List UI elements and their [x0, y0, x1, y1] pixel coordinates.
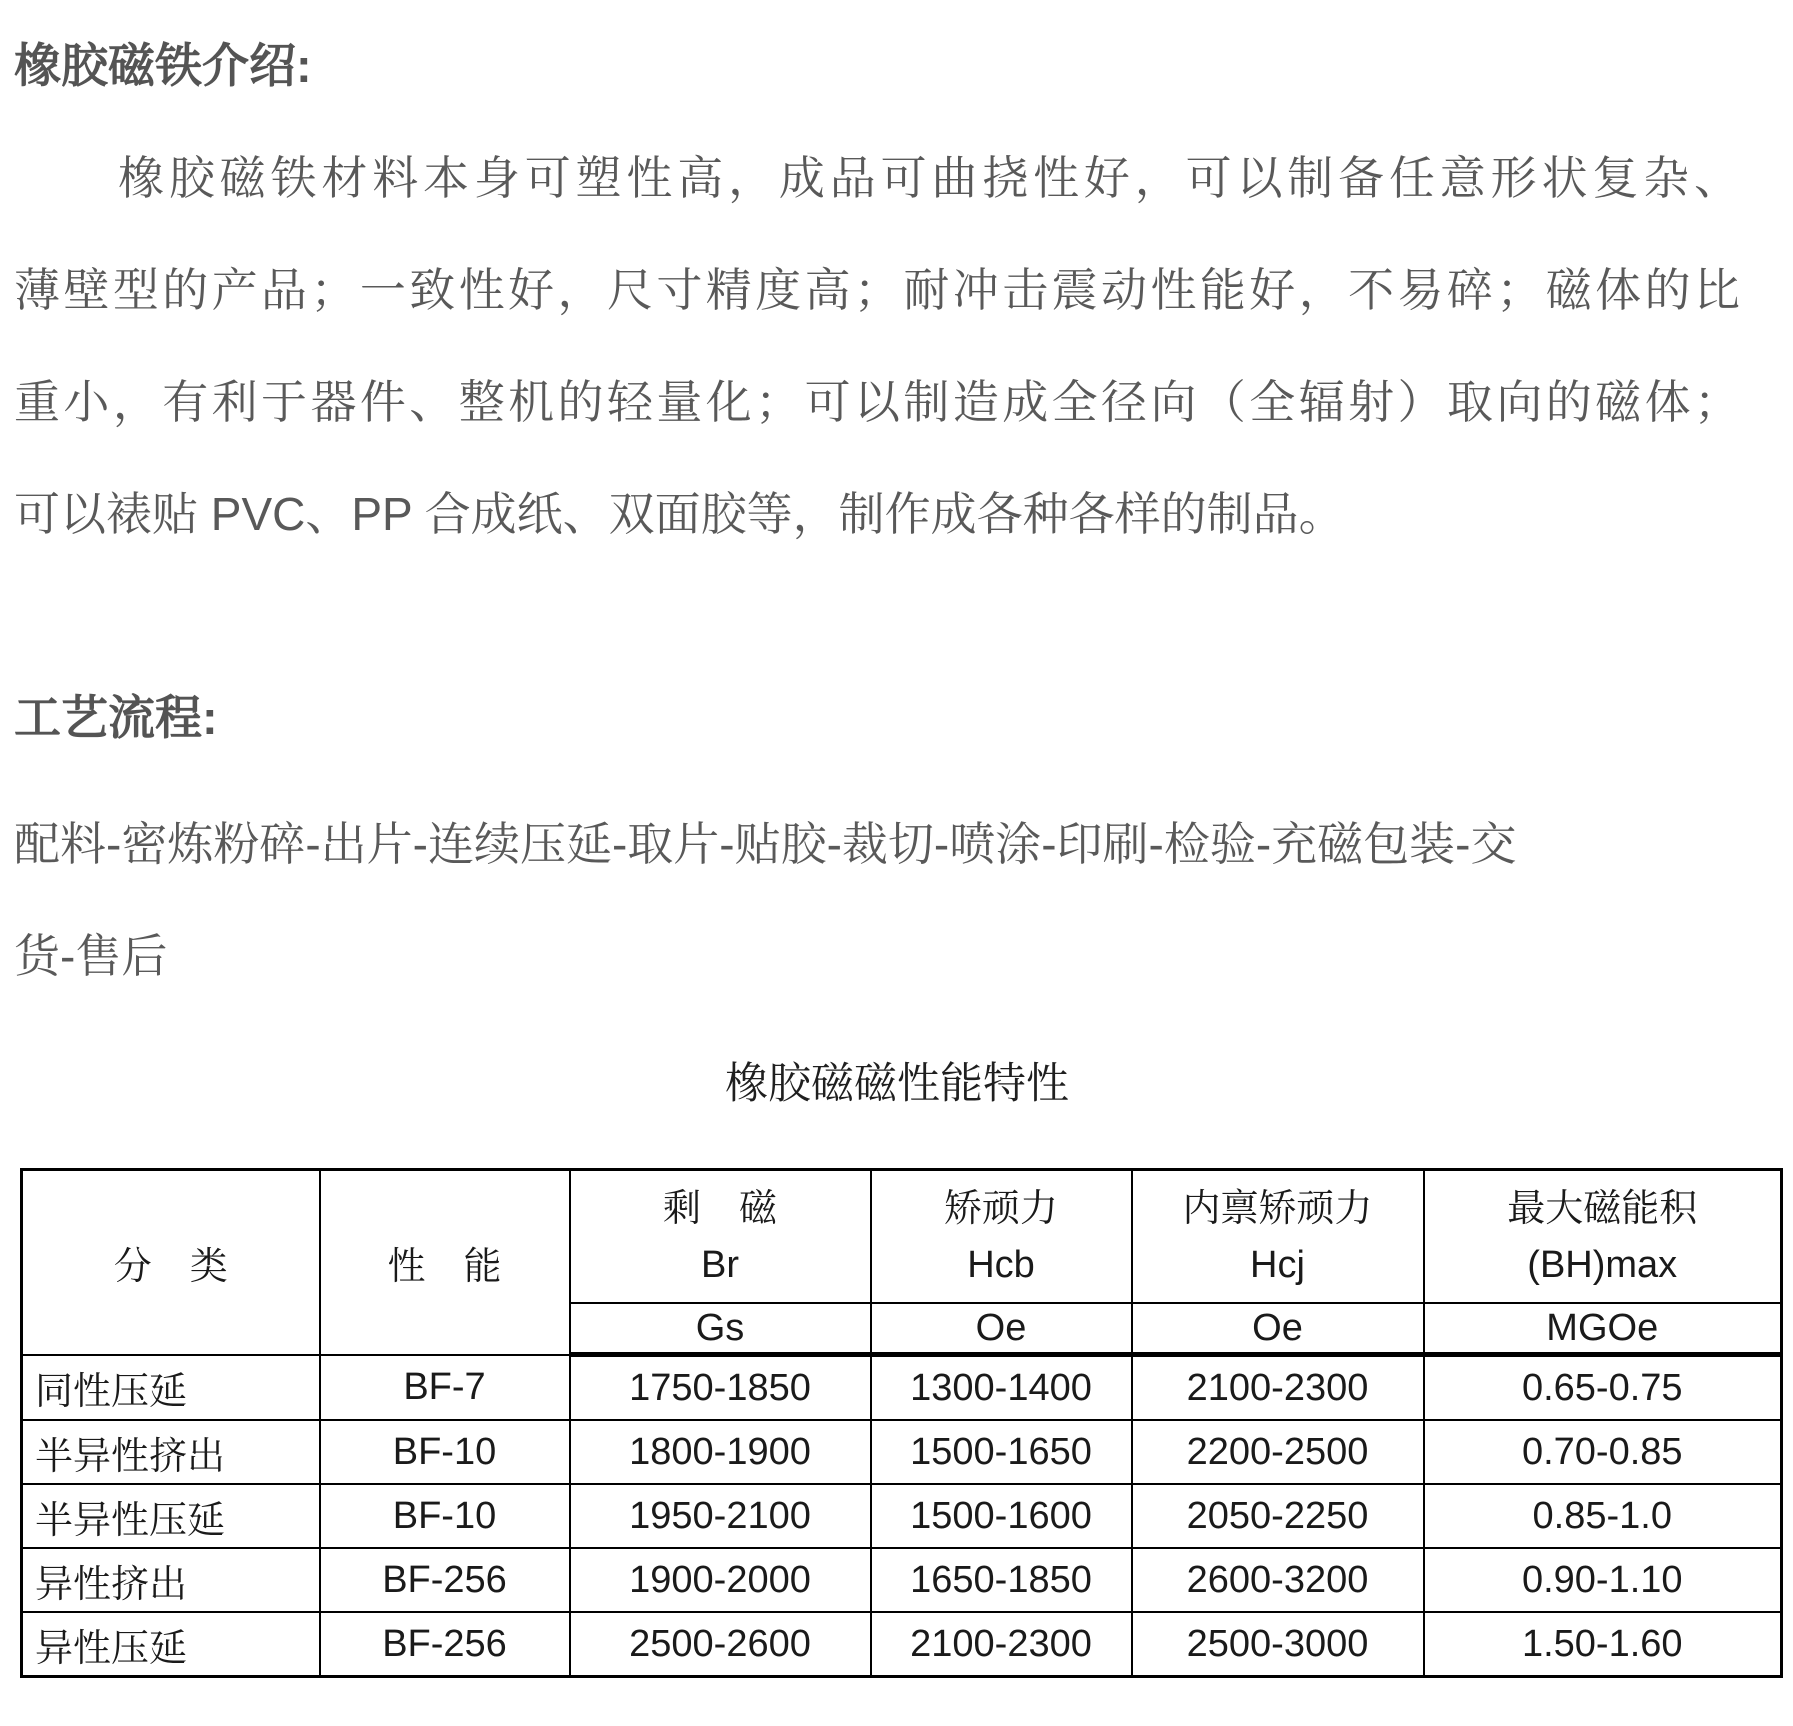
- intro-line: 薄壁型的产品；一致性好，尺寸精度高；耐冲击震动性能好，不易碎；磁体的比: [14, 264, 1740, 316]
- intro-paragraph: [14, 122, 1740, 570]
- table-cell: 1500-1600: [871, 1484, 1132, 1548]
- table-row: [22, 1355, 1782, 1421]
- table-row: [22, 1484, 1782, 1548]
- header-hcb-name: 矫顽力: [943, 1187, 1058, 1230]
- header-bhmax-symbol: (BH)max: [1527, 1243, 1678, 1286]
- table-cell: 1950-2100: [570, 1484, 871, 1548]
- process-heading: 工艺流程:: [14, 691, 218, 744]
- table-cell: 1750-1850: [570, 1355, 871, 1421]
- intro-line: 重小，有利于器件、整机的轻量化；可以制造成全径向（全辐射）取向的磁体；: [14, 376, 1740, 428]
- table-cell: BF-7: [320, 1355, 570, 1421]
- table-cell: 2100-2300: [1132, 1355, 1424, 1421]
- table-cell: 同性压延: [22, 1355, 320, 1421]
- table-cell: 异性压延: [22, 1612, 320, 1677]
- table-cell: BF-256: [320, 1612, 570, 1677]
- intro-heading: 橡胶磁铁介绍:: [14, 39, 312, 92]
- unit-br: Gs: [570, 1303, 871, 1355]
- unit-hcb: Oe: [871, 1303, 1132, 1355]
- process-line: 货-售后: [14, 930, 168, 982]
- table-cell: 1.50-1.60: [1424, 1612, 1782, 1677]
- table-cell: 0.70-0.85: [1424, 1420, 1782, 1484]
- table-row: [22, 1612, 1782, 1677]
- table-cell: 1900-2000: [570, 1548, 871, 1612]
- process-line: 配料-密炼粉碎-出片-连续压延-取片-贴胶-裁切-喷涂-印刷-检验-充磁包装-交: [14, 818, 1517, 870]
- table-cell: 0.65-0.75: [1424, 1355, 1782, 1421]
- intro-line: 可以裱贴 PVC、PP 合成纸、双面胶等，制作成各种各样的制品。: [14, 488, 1345, 540]
- header-hcj: [1132, 1170, 1424, 1304]
- header-hcb: [871, 1170, 1132, 1304]
- table-cell: 2500-2600: [570, 1612, 871, 1677]
- header-br: [570, 1170, 871, 1304]
- performance-table: [20, 1168, 1783, 1678]
- table-cell: 2500-3000: [1132, 1612, 1424, 1677]
- table-row: [22, 1548, 1782, 1612]
- header-hcj-symbol: Hcj: [1250, 1243, 1305, 1286]
- header-performance: 性 能: [320, 1170, 570, 1355]
- table-cell: 1650-1850: [871, 1548, 1132, 1612]
- table-header-row-names: [22, 1170, 1782, 1304]
- process-paragraph: [14, 788, 1740, 1012]
- table-cell: BF-10: [320, 1420, 570, 1484]
- table-cell: 0.85-1.0: [1424, 1484, 1782, 1548]
- header-br-name: 剩 磁: [662, 1187, 777, 1230]
- intro-line: 橡胶磁铁材料本身可塑性高，成品可曲挠性好，可以制备任意形状复杂、: [118, 152, 1740, 204]
- table-cell: 1500-1650: [871, 1420, 1132, 1484]
- table-cell: BF-256: [320, 1548, 570, 1612]
- header-hcb-symbol: Hcb: [967, 1243, 1035, 1286]
- table-cell: 半异性挤出: [22, 1420, 320, 1484]
- document-page: [0, 36, 1793, 1678]
- header-br-symbol: Br: [701, 1243, 739, 1286]
- header-hcj-name: 内禀矫顽力: [1182, 1187, 1373, 1230]
- table-cell: 2050-2250: [1132, 1484, 1424, 1548]
- table-cell: 1300-1400: [871, 1355, 1132, 1421]
- table-cell: BF-10: [320, 1484, 570, 1548]
- table-cell: 0.90-1.10: [1424, 1548, 1782, 1612]
- table-cell: 异性挤出: [22, 1548, 320, 1612]
- header-bhmax-name: 最大磁能积: [1507, 1187, 1698, 1230]
- table-cell: 1800-1900: [570, 1420, 871, 1484]
- unit-bhmax: MGOe: [1424, 1303, 1782, 1355]
- table-cell: 2100-2300: [871, 1612, 1132, 1677]
- table-cell: 半异性压延: [22, 1484, 320, 1548]
- unit-hcj: Oe: [1132, 1303, 1424, 1355]
- table-cell: 2600-3200: [1132, 1548, 1424, 1612]
- table-title: 橡胶磁磁性能特性: [725, 1060, 1069, 1108]
- table-cell: 2200-2500: [1132, 1420, 1424, 1484]
- table-row: [22, 1420, 1782, 1484]
- header-bhmax: [1424, 1170, 1782, 1304]
- header-classification: 分 类: [22, 1170, 320, 1355]
